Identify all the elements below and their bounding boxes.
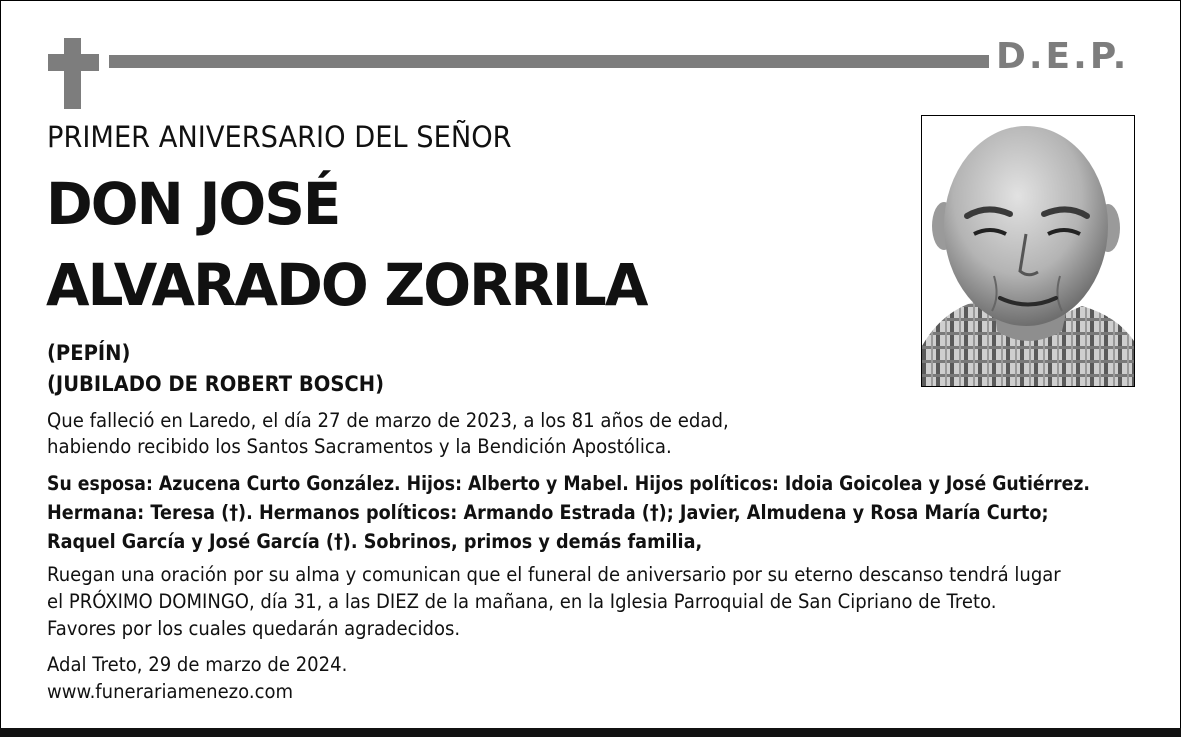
cross-vertical-bar <box>64 38 81 109</box>
request-line1: Ruegan una oración por su alma y comunican que el funeral de aniversario por su eterno descanso tendrá lugar <box>47 563 1061 586</box>
request-line2: el PRÓXIMO DOMINGO, día 31, a las DIEZ de la mañana, en la Iglesia Parroquial de San Cipriano de Treto. <box>47 590 997 613</box>
death-notice-line1: Que falleció en Laredo, el día 27 de marzo de 2023, a los 81 años de edad, <box>47 409 729 432</box>
deceased-name-line2: ALVARADO ZORRILA <box>46 251 647 319</box>
header-rule <box>109 55 989 68</box>
family-line2: Hermana: Teresa (†). Hermanos políticos: Armando Estrada (†); Javier, Almudena y Rosa María Curto; <box>47 501 1049 524</box>
cross-horizontal-bar <box>48 54 99 71</box>
portrait-illustration <box>922 116 1134 386</box>
nickname: (PEPÍN) <box>47 341 131 365</box>
anniversary-subtitle: PRIMER ANIVERSARIO DEL SEÑOR <box>47 120 512 154</box>
place-date: Adal Treto, 29 de marzo de 2024. <box>47 653 348 676</box>
request-line3: Favores por los cuales quedarán agradecidos. <box>47 617 461 640</box>
bottom-border <box>0 728 1181 737</box>
dep-label: D.E.P. <box>996 36 1130 77</box>
death-notice-line2: habiendo recibido los Santos Sacramentos y la Bendición Apostólica. <box>47 435 672 458</box>
portrait-photo <box>921 115 1135 387</box>
deceased-name-line1: DON JOSÉ <box>46 170 340 238</box>
occupation-note: (JUBILADO DE ROBERT BOSCH) <box>47 372 385 396</box>
family-line3: Raquel García y José García (†). Sobrinos, primos y demás familia, <box>47 530 703 553</box>
website-link[interactable]: www.funerariamenezo.com <box>47 680 294 703</box>
family-line1: Su esposa: Azucena Curto González. Hijos: Alberto y Mabel. Hijos políticos: Idoia Goicolea y José Gutiérrez. <box>47 472 1090 495</box>
